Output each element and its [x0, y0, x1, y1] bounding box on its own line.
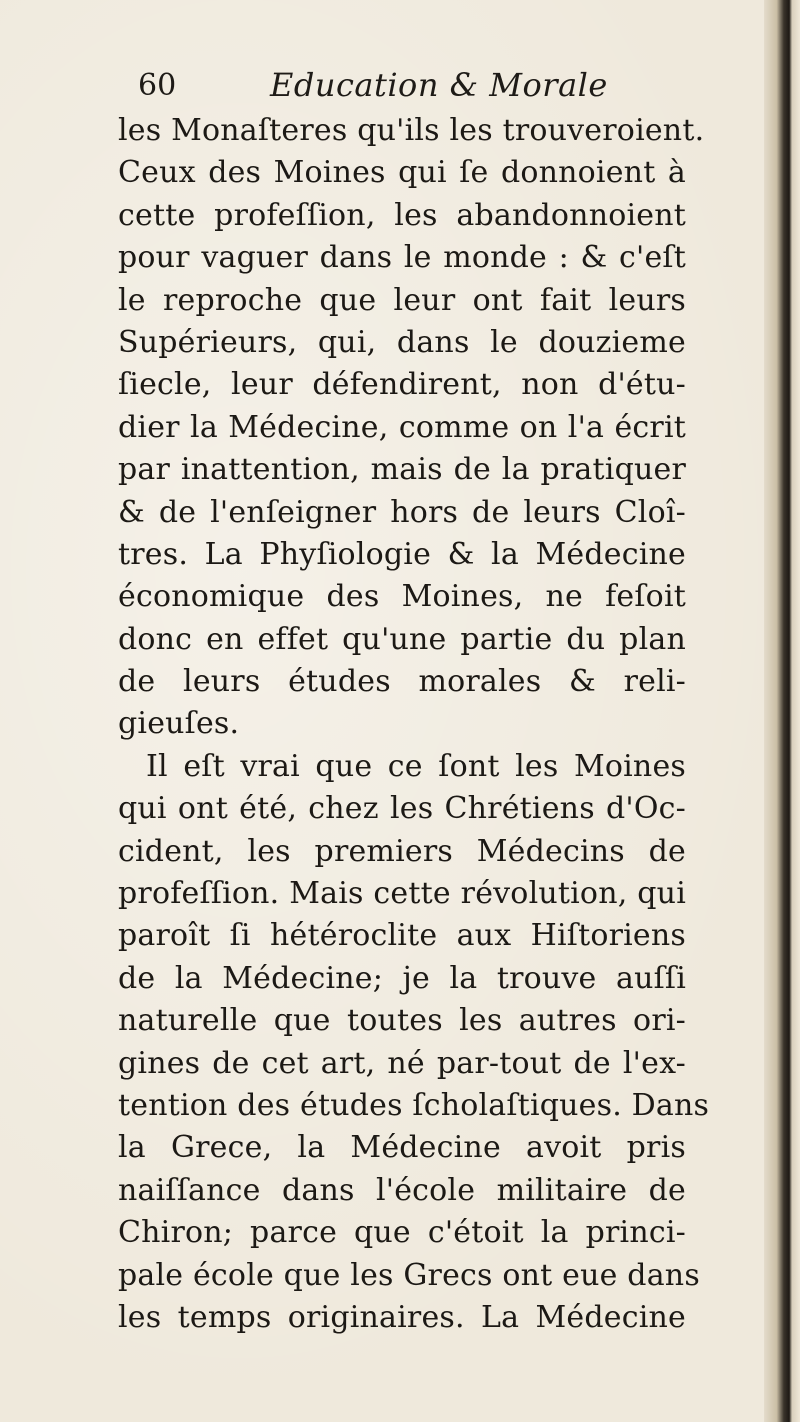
body-text — [118, 110, 710, 1339]
text-line: gines de cet art, né par-tout de l'ex- — [118, 1045, 686, 1081]
text-line: Supérieurs, qui, dans le douzieme — [118, 324, 686, 360]
text-line: par inattention, mais de la pratiquer — [118, 452, 686, 488]
text-line: cident, les premiers Médecins de — [118, 833, 686, 869]
text-line: Ceux des Moines qui ſe donnoient à — [118, 155, 686, 191]
text-line: pour vaguer dans le monde : & c'eſt — [118, 240, 686, 276]
text-line: gieuſes. — [118, 706, 240, 742]
text-line: cette profeſſion, les abandonnoient — [118, 197, 686, 233]
text-line: le reproche que leur ont fait leurs — [118, 282, 686, 318]
text-line: les temps originaires. La Médecine — [118, 1299, 686, 1335]
text-line: qui ont été, chez les Chrétiens d'Oc- — [118, 791, 686, 827]
paragraph-start-line: Il eſt vrai que ce ſont les Moines — [146, 748, 686, 784]
book-gutter — [764, 0, 800, 1422]
text-line: la Grece, la Médecine avoit pris — [118, 1130, 686, 1166]
page-number: 60 — [138, 68, 177, 103]
text-line: de leurs études morales & reli- — [118, 664, 686, 700]
text-line: donc en effet qu'une partie du plan — [118, 621, 686, 657]
page-header — [138, 62, 618, 110]
text-line: Chiron; parce que c'étoit la princi- — [118, 1215, 686, 1251]
text-line: & de l'enſeigner hors de leurs Cloî- — [118, 494, 686, 530]
text-line: naiſſance dans l'école militaire de — [118, 1172, 686, 1208]
text-line: naturelle que toutes les autres ori- — [118, 1003, 686, 1039]
text-line: profeſſion. Mais cette révolution, qui — [118, 876, 686, 912]
text-line: les Monaſteres qu'ils les trouveroient. — [118, 113, 705, 148]
text-line: économique des Moines, ne feſoit — [118, 579, 686, 615]
text-line: paroît ſi hétéroclite aux Hiſtoriens — [118, 918, 686, 954]
text-line: ſiecle, leur défendirent, non d'étu- — [118, 367, 686, 403]
text-line: de la Médecine; je la trouve auſſi — [118, 960, 686, 996]
text-line: dier la Médecine, comme on l'a écrit — [118, 409, 686, 445]
text-line: tres. La Phyſiologie & la Médecine — [118, 536, 686, 572]
text-line: pale école que les Grecs ont eue dans — [118, 1257, 700, 1293]
text-line: tention des études ſcholaſtiques. Dans — [118, 1087, 710, 1123]
running-head: Education & Morale — [270, 66, 608, 104]
